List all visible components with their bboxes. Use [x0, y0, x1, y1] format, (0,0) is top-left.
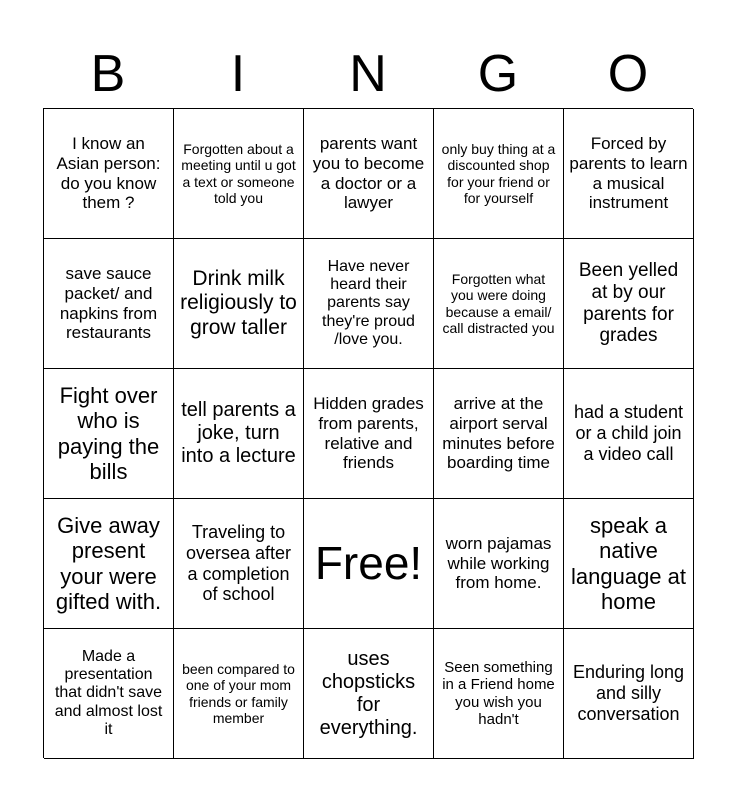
cell-text: Forgotten what you were doing because a email/ call distracted you — [442, 271, 555, 336]
header-letter-n: N — [349, 45, 387, 103]
bingo-cell[interactable] — [564, 499, 694, 629]
cell-text: Have never heard their parents say they're proud /love you. — [322, 257, 415, 349]
cell-text: speak a native language at home — [571, 512, 686, 614]
bingo-cell[interactable] — [434, 239, 564, 369]
cell-text: Traveling to oversea after a completion of school — [185, 522, 292, 605]
bingo-cell[interactable] — [174, 499, 304, 629]
cell-text: worn pajamas while working from home. — [445, 534, 552, 593]
cell-text: uses chopsticks for everything. — [319, 647, 418, 739]
cell-text: arrive at the airport serval minutes before boarding time — [442, 394, 555, 473]
bingo-cell[interactable] — [564, 239, 694, 369]
cell-text: I know an Asian person: do you know them ? — [56, 134, 161, 213]
bingo-cell[interactable] — [564, 629, 694, 759]
bingo-cell[interactable] — [174, 369, 304, 499]
bingo-cell[interactable] — [44, 239, 174, 369]
bingo-cell[interactable] — [44, 369, 174, 499]
bingo-cell[interactable] — [44, 499, 174, 629]
cell-text: Enduring long and silly conversation — [572, 662, 685, 724]
cell-text: Seen something in a Friend home you wish you hadn't — [442, 659, 555, 728]
bingo-cell[interactable] — [304, 369, 434, 499]
cell-text: Made a presentation that didn't save and almost lost it — [54, 647, 163, 739]
header-letter-b: B — [90, 45, 126, 103]
bingo-cell[interactable] — [434, 499, 564, 629]
header-letter-g: G — [477, 45, 519, 103]
bingo-board — [43, 108, 693, 758]
bingo-cell[interactable] — [304, 109, 434, 239]
bingo-cell[interactable] — [174, 629, 304, 759]
bingo-cell[interactable] — [44, 629, 174, 759]
cell-text: Hidden grades from parents, relative and friends — [313, 394, 424, 473]
cell-text: Fight over who is paying the bills — [57, 382, 160, 484]
cell-text: Been yelled at by our parents for grades — [578, 259, 679, 347]
header-letter-o: O — [607, 45, 649, 103]
free-space-cell[interactable] — [304, 499, 434, 629]
free-space-label: Free! — [314, 537, 423, 590]
cell-text: Drink milk religiously to grow taller — [180, 267, 297, 339]
bingo-header — [43, 40, 693, 108]
cell-text: parents want you to become a doctor or a lawyer — [312, 134, 425, 213]
bingo-cell[interactable] — [304, 239, 434, 369]
cell-text: only buy thing at a discounted shop for your friend or for yourself — [441, 141, 556, 206]
header-letter-i: I — [230, 45, 246, 103]
cell-text: tell parents a joke, turn into a lecture — [181, 399, 296, 467]
bingo-cell[interactable] — [174, 239, 304, 369]
bingo-cell[interactable] — [304, 629, 434, 759]
cell-text: save sauce packet/ and napkins from restaurants — [59, 264, 158, 343]
cell-text: Give away present your were gifted with. — [55, 512, 162, 614]
cell-text: Forgotten about a meeting until u got a text or someone told you — [181, 141, 296, 206]
bingo-cell[interactable] — [434, 629, 564, 759]
cell-text: Forced by parents to learn a musical instrument — [569, 134, 688, 213]
bingo-cell[interactable] — [434, 369, 564, 499]
bingo-cell[interactable] — [434, 109, 564, 239]
bingo-cell[interactable] — [174, 109, 304, 239]
cell-text: been compared to one of your mom friends or family member — [182, 661, 295, 726]
bingo-cell[interactable] — [564, 109, 694, 239]
cell-text: had a student or a child join a video call — [573, 402, 684, 464]
bingo-cell[interactable] — [564, 369, 694, 499]
bingo-cell[interactable] — [44, 109, 174, 239]
